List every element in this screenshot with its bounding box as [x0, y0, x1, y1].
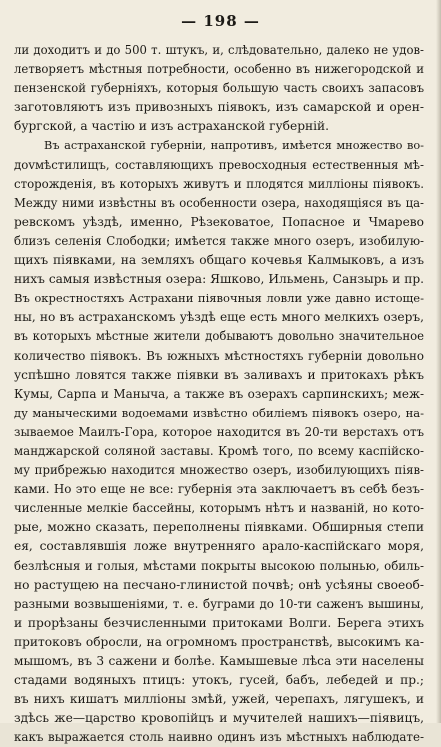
text-line: стадами водяныхъ птицъ: утокъ, гусей, бабъ, лебедей и пр.; — [14, 673, 424, 688]
text-line: нихъ самыя извѣстныя озера: Яшково, Ильмень, Санзырь и пр. — [14, 272, 424, 287]
text-line: въ нихъ кишатъ милліоны змѣй, ужей, черепахъ, лягушекъ, и — [14, 692, 424, 707]
text-line: манджарской соляной заставы. Кромѣ того, по всему каспійско- — [14, 443, 424, 458]
text-line: рые, можно сказать, переполнены піявками. Обширныя степи — [14, 520, 424, 535]
text-line: мышомъ, въ 3 сажени и болѣе. Камышевые лѣса эти населены — [14, 654, 424, 668]
text-line: щихъ піявками, на земляхъ общаго кочевья Калмыковъ, а изъ — [14, 253, 424, 268]
text-line: въ которыхъ мѣстные жители добываютъ довольно значительное — [14, 329, 424, 344]
text-line: Кумы, Сарпа и Маныча, а также въ озерахъ сарпинскихъ; меж- — [14, 386, 424, 401]
text-line: заготовляютъ изъ привозныхъ піявокъ, изъ самарской и орен- — [14, 100, 424, 115]
text-line: количество піявокъ. Въ южныхъ мѣстностяхъ губерніи довольно — [14, 348, 424, 363]
text-line: ками. Но это еще не все: губернія эта заключаетъ въ себѣ безъ- — [14, 482, 424, 497]
text-line: ны, но въ астраханскомъ уѣздѣ еще есть много мелкихъ озеръ, — [14, 310, 424, 325]
text-line: ея, составлявшія ложе внутренняго арало-каспійскаго моря, — [14, 539, 424, 554]
text-line: летворяетъ мѣстныя потребности, особенно въ нижегородской и — [14, 62, 424, 77]
text-line: ли доходитъ и до 500 т. штукъ, и, слѣдовательно, далеко не удов- — [14, 43, 424, 57]
text-line: какъ выражается столь наивно одинъ изъ мѣстныхъ наблюдате- — [14, 730, 424, 745]
text-line: му прибрежью находится множество озеръ, изобилующихъ піяв- — [14, 463, 424, 478]
text-line: зываемое Маилъ-Гора, которое находится въ 20-ти верстахъ отъ — [14, 424, 424, 439]
text-line: но растущею на песчано-глинистой почвѣ; онѣ усѣяны своеоб- — [14, 577, 424, 592]
page-number: — 198 — — [181, 12, 260, 30]
text-line: близъ селенія Слободки; имѣется также много озеръ, изобилую- — [14, 233, 424, 248]
text-line: успѣшно ловятся также піявки въ заливахъ и притокахъ рѣкъ — [14, 367, 424, 382]
text-line: безлѣсныя и голыя, мѣстами покрыты высокою полынью, обиль- — [14, 558, 424, 573]
text-line: разными возвышеніями, т. е. буграми до 10-ти саженъ вышины, — [14, 596, 424, 611]
text-line: ревскомъ уѣздѣ, именно, Рѣзековатое, Попасное и Чмарево — [14, 214, 424, 229]
text-line: доvмѣстилищъ, составляющихъ превосходныя естественныя мѣ- — [14, 157, 424, 172]
text-line: Между ними извѣстны въ особенности озера, находящіяся въ ца- — [14, 195, 424, 210]
text-line: и прорѣзаны безчисленными притоками Волги. Берега этихъ — [14, 615, 424, 630]
text-line: Въ астраханской губерніи, напротивъ, имѣется множество во- — [44, 138, 424, 153]
text-line: здѣсь же—царство кровопійцъ и мучителей нашихъ—піявицъ, — [14, 711, 424, 726]
text-line: притоковъ обросли, на огромномъ пространствѣ, высокимъ ка- — [14, 634, 424, 649]
text-line: Въ окрестностяхъ Астрахани піявочныя ловли уже давно истоще- — [14, 291, 424, 306]
text-line: пензенской губерніяхъ, которыя большую часть своихъ запасовъ — [14, 81, 424, 96]
text-line: бургской, а частію и изъ астраханской губерній. — [14, 119, 330, 134]
text-line: численные мелкіе бассейны, которымъ нѣтъ и названій, но кото- — [14, 501, 424, 516]
text-line: ду маныческими водоемами извѣстно обиліемъ піявокъ озеро, на- — [14, 405, 424, 420]
text-line: сторожденія, въ которыхъ живутъ и плодятся милліоны піявокъ. — [14, 176, 424, 191]
page-text-body — [14, 41, 424, 747]
